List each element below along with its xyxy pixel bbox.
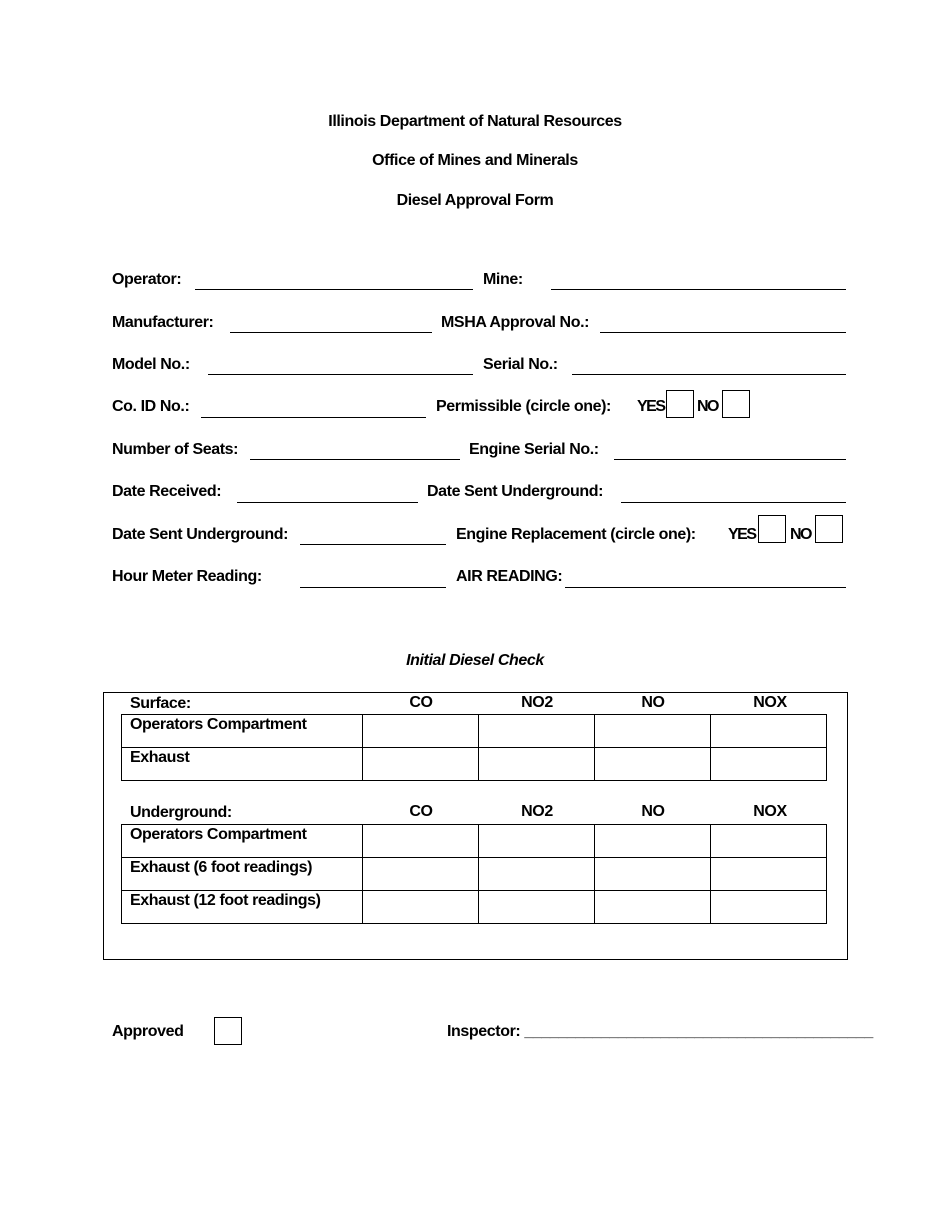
serial-field[interactable]: [572, 374, 846, 375]
underground-row-label: Exhaust (6 foot readings): [122, 858, 363, 891]
underground-cell[interactable]: [711, 858, 827, 891]
hour-meter-field[interactable]: [300, 587, 446, 588]
surface-cell[interactable]: [595, 715, 711, 748]
date-received-label: Date Received:: [112, 483, 222, 500]
engine-replacement-yes-checkbox[interactable]: [758, 515, 786, 543]
engine-replacement-no-checkbox[interactable]: [815, 515, 843, 543]
surface-cell[interactable]: [363, 748, 479, 781]
surface-row-label: Exhaust: [122, 748, 363, 781]
permissible-no-label: NO: [697, 398, 718, 415]
model-label: Model No.:: [112, 356, 190, 373]
operator-field[interactable]: [195, 289, 473, 290]
co-id-label: Co. ID No.:: [112, 398, 190, 415]
engine-replacement-label: Engine Replacement (circle one):: [456, 526, 696, 543]
surface-table: [121, 714, 827, 781]
date-sent-underground-2-label: Date Sent Underground:: [112, 526, 289, 543]
surface-cell[interactable]: [363, 715, 479, 748]
permissible-label: Permissible (circle one):: [436, 398, 611, 415]
inspector-signature-line[interactable]: Inspector: _________________________________________: [447, 1023, 873, 1040]
permissible-yes-checkbox[interactable]: [666, 390, 694, 418]
underground-cell[interactable]: [711, 825, 827, 858]
table-row: [122, 858, 827, 891]
surface-cell[interactable]: [479, 748, 595, 781]
air-reading-field[interactable]: [565, 587, 846, 588]
office-title: Office of Mines and Minerals: [372, 152, 578, 169]
underground-cell[interactable]: [711, 891, 827, 924]
engine-replacement-yes-label: YES: [728, 526, 756, 543]
engine-serial-label: Engine Serial No.:: [469, 441, 599, 458]
seats-label: Number of Seats:: [112, 441, 239, 458]
date-sent-underground-field[interactable]: [621, 502, 846, 503]
underground-row-label: Exhaust (12 foot readings): [122, 891, 363, 924]
surface-cell[interactable]: [595, 748, 711, 781]
surface-col-no2: NO2: [521, 694, 553, 711]
msha-approval-label: MSHA Approval No.:: [441, 314, 590, 331]
date-sent-underground-label: Date Sent Underground:: [427, 483, 604, 500]
serial-label: Serial No.:: [483, 356, 558, 373]
manufacturer-label: Manufacturer:: [112, 314, 214, 331]
seats-field[interactable]: [250, 459, 460, 460]
surface-col-nox: NOX: [753, 694, 787, 711]
underground-row-label: Operators Compartment: [122, 825, 363, 858]
underground-cell[interactable]: [595, 858, 711, 891]
surface-row-label: Operators Compartment: [122, 715, 363, 748]
underground-cell[interactable]: [363, 891, 479, 924]
engine-replacement-no-label: NO: [790, 526, 811, 543]
permissible-yes-label: YES: [637, 398, 665, 415]
hour-meter-label: Hour Meter Reading:: [112, 568, 262, 585]
surface-cell[interactable]: [711, 715, 827, 748]
date-received-field[interactable]: [237, 502, 418, 503]
table-row: [122, 825, 827, 858]
air-reading-label: AIR READING:: [456, 568, 563, 585]
approved-checkbox[interactable]: [214, 1017, 242, 1045]
table-row: [122, 748, 827, 781]
underground-cell[interactable]: [479, 825, 595, 858]
surface-cell[interactable]: [711, 748, 827, 781]
surface-cell[interactable]: [479, 715, 595, 748]
underground-cell[interactable]: [595, 891, 711, 924]
underground-col-no2: NO2: [521, 803, 553, 820]
underground-cell[interactable]: [363, 825, 479, 858]
underground-col-no: NO: [641, 803, 665, 820]
permissible-no-checkbox[interactable]: [722, 390, 750, 418]
agency-title: Illinois Department of Natural Resources: [328, 113, 622, 130]
model-field[interactable]: [208, 374, 473, 375]
approved-label: Approved: [112, 1023, 184, 1040]
underground-cell[interactable]: [479, 891, 595, 924]
underground-col-co: CO: [409, 803, 433, 820]
check-title: Initial Diesel Check: [406, 652, 544, 669]
engine-serial-field[interactable]: [614, 459, 846, 460]
mine-field[interactable]: [551, 289, 846, 290]
date-sent-underground-2-field[interactable]: [300, 544, 446, 545]
underground-table: [121, 824, 827, 924]
manufacturer-field[interactable]: [230, 332, 432, 333]
form-title: Diesel Approval Form: [396, 192, 554, 209]
underground-cell[interactable]: [363, 858, 479, 891]
table-row: [122, 891, 827, 924]
operator-label: Operator:: [112, 271, 182, 288]
co-id-field[interactable]: [201, 417, 426, 418]
underground-label: Underground:: [130, 804, 232, 821]
surface-col-no: NO: [641, 694, 665, 711]
underground-cell[interactable]: [479, 858, 595, 891]
mine-label: Mine:: [483, 271, 523, 288]
surface-col-co: CO: [409, 694, 433, 711]
msha-approval-field[interactable]: [600, 332, 846, 333]
underground-col-nox: NOX: [753, 803, 787, 820]
table-row: [122, 715, 827, 748]
underground-cell[interactable]: [595, 825, 711, 858]
surface-label: Surface:: [130, 695, 191, 712]
